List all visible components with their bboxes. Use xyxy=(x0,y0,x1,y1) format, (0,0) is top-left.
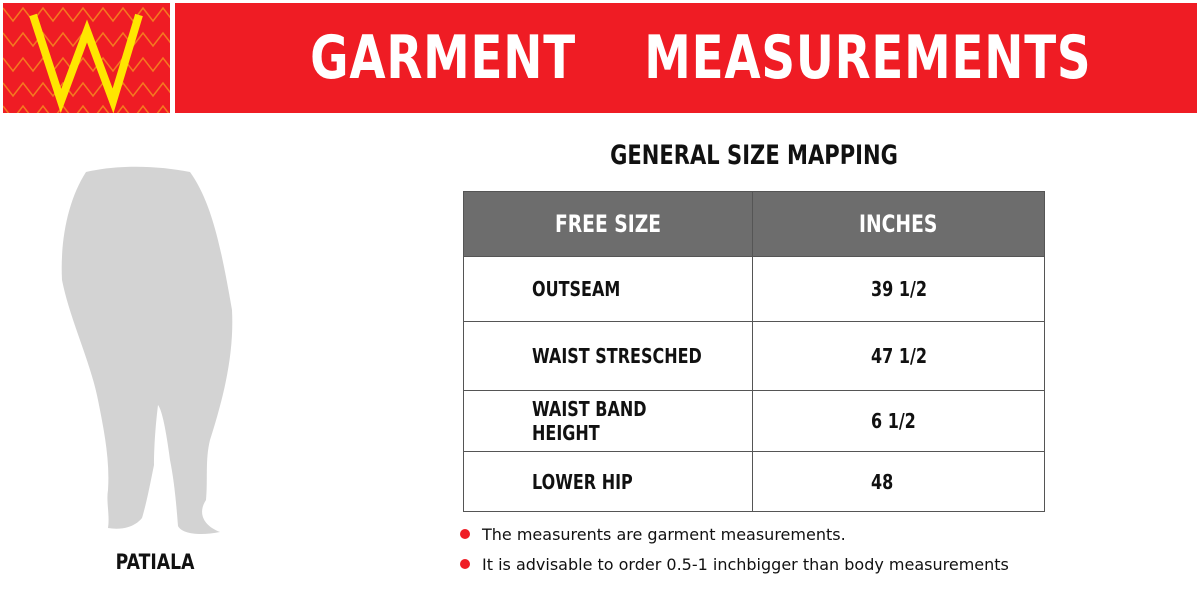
note-item xyxy=(460,519,1009,549)
notes-list xyxy=(460,519,1009,579)
measurement-value: 48 xyxy=(753,452,1045,512)
section-title: GENERAL SIZE MAPPING xyxy=(610,140,898,171)
note-item xyxy=(460,549,1009,579)
note-text: It is advisable to order 0.5-1 inchbigger than body measurements xyxy=(482,554,1009,574)
table-row xyxy=(464,391,1045,452)
measurement-label: WAIST BAND HEIGHT xyxy=(464,391,753,452)
brand-logo xyxy=(3,3,170,113)
measurement-label: OUTSEAM xyxy=(464,257,753,322)
pants-silhouette-icon xyxy=(50,160,240,545)
header-banner xyxy=(175,3,1197,113)
size-table xyxy=(463,191,1045,512)
table-row xyxy=(464,257,1045,322)
w-logo-icon xyxy=(3,3,170,113)
bullet-icon xyxy=(460,529,470,539)
measurement-value: 39 1/2 xyxy=(753,257,1045,322)
measurement-value: 47 1/2 xyxy=(753,322,1045,391)
page-title: GARMENT MEASUREMENTS xyxy=(310,23,1092,93)
table-row xyxy=(464,322,1045,391)
table-row xyxy=(464,452,1045,512)
table-header-row xyxy=(464,192,1045,257)
note-text: The measurents are garment measurements. xyxy=(482,524,846,544)
bullet-icon xyxy=(460,559,470,569)
measurement-value: 6 1/2 xyxy=(753,391,1045,452)
column-header-inches: INCHES xyxy=(753,192,1045,257)
measurement-label: WAIST STRESCHED xyxy=(464,322,753,391)
figure-caption: PATIALA xyxy=(115,550,195,574)
column-header-free-size: FREE SIZE xyxy=(464,192,753,257)
measurement-label: LOWER HIP xyxy=(464,452,753,512)
